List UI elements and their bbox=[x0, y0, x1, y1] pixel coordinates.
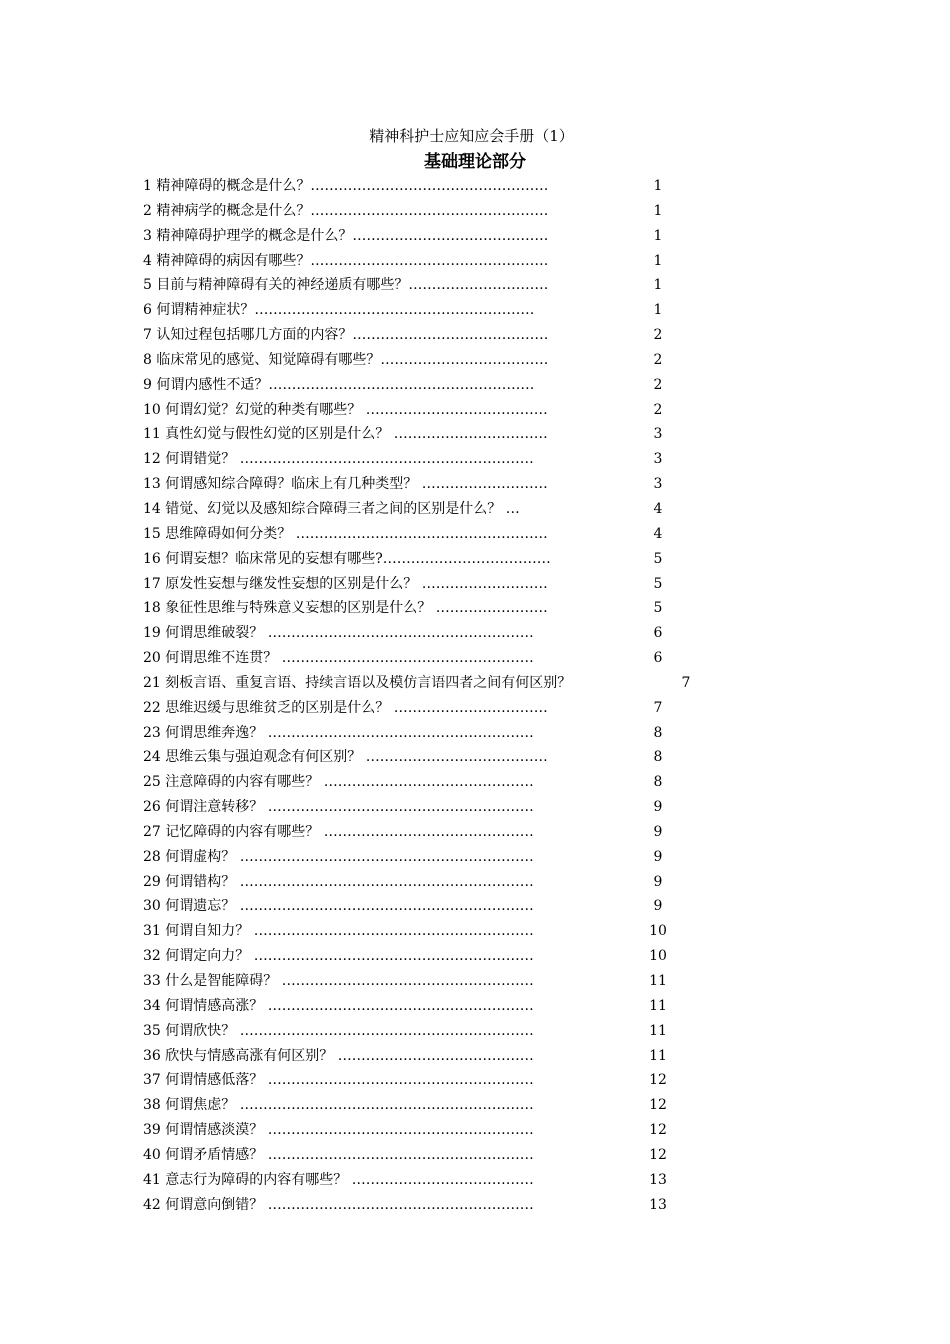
toc-entry-title: 35 何谓欣快？ ……………………………………………………… bbox=[143, 1022, 534, 1039]
toc-entry-title: 30 何谓遗忘？ ……………………………………………………… bbox=[143, 898, 534, 915]
toc-entry-title: 28 何谓虚构？ ……………………………………………………… bbox=[143, 848, 534, 865]
toc-entry-page-number: 11 bbox=[649, 973, 667, 989]
toc-entry-title: 41 意志行为障碍的内容有哪些？ ………………………………… bbox=[143, 1171, 534, 1188]
toc-entry-title: 21 刻板言语、重复言语、持续言语以及模仿言语四者之间有何区别？ bbox=[143, 674, 572, 691]
toc-entry bbox=[143, 298, 783, 323]
toc-entry-title: 10 何谓幻觉？幻觉的种类有哪些？ ………………………………… bbox=[143, 401, 548, 418]
toc-entry-title: 32 何谓定向力？ …………………………………………………… bbox=[143, 948, 534, 965]
toc-entry-page-number: 1 bbox=[653, 227, 663, 244]
toc-entry bbox=[143, 721, 783, 746]
toc-entry-title: 38 何谓焦虑？ ……………………………………………………… bbox=[143, 1097, 534, 1114]
toc-entry-page-number: 1 bbox=[653, 252, 663, 269]
toc-entry-title: 27 记忆障碍的内容有哪些？ ……………………………………… bbox=[143, 823, 534, 840]
toc-entry bbox=[143, 969, 783, 994]
toc-entry-page-number: 2 bbox=[653, 401, 663, 418]
toc-entry-page-number: 8 bbox=[653, 749, 663, 766]
toc-entry bbox=[143, 348, 783, 373]
toc-entry-page-number: 5 bbox=[653, 600, 663, 617]
toc-entry bbox=[143, 696, 783, 721]
toc-entry bbox=[143, 845, 783, 870]
toc-entry-page-number: 2 bbox=[653, 351, 663, 368]
toc-entry-page-number: 9 bbox=[653, 823, 663, 840]
toc-entry bbox=[143, 373, 783, 398]
toc-entry bbox=[143, 497, 783, 522]
toc-entry-title: 42 何谓意向倒错？ ………………………………………………… bbox=[143, 1196, 534, 1213]
toc-entry-page-number: 4 bbox=[653, 500, 663, 517]
toc-entry-title: 40 何谓矛盾情感？ ………………………………………………… bbox=[143, 1146, 534, 1163]
toc-entry-title: 2 精神病学的概念是什么？…………………………………………… bbox=[143, 202, 549, 219]
toc-entry bbox=[143, 1093, 783, 1118]
toc-entry bbox=[143, 1168, 783, 1193]
toc-entry-page-number: 1 bbox=[653, 277, 663, 294]
toc-entry bbox=[143, 621, 783, 646]
toc-entry-page-number: 2 bbox=[653, 327, 663, 344]
toc-entry-title: 6 何谓精神症状？…………………………………………………… bbox=[143, 302, 535, 319]
toc-entry bbox=[143, 1118, 783, 1143]
toc-entry bbox=[143, 596, 783, 621]
toc-entry bbox=[143, 174, 783, 199]
toc-entry-title: 33 什么是智能障碍？ ……………………………………………… bbox=[143, 973, 534, 989]
toc-entry bbox=[143, 820, 783, 845]
toc-entry-title: 9 何谓内感性不适？………………………………………………… bbox=[143, 376, 535, 393]
toc-entry bbox=[143, 422, 783, 447]
toc-entry-title: 22 思维迟缓与思维贫乏的区别是什么？ …………………………… bbox=[143, 699, 548, 716]
toc-entry-page-number: 9 bbox=[653, 799, 663, 816]
toc-entry-title: 24 思维云集与强迫观念有何区别？ ………………………………… bbox=[143, 749, 548, 766]
toc-entry-title: 4 精神障碍的病因有哪些？…………………………………………… bbox=[143, 252, 549, 269]
toc-entry-page-number: 11 bbox=[649, 997, 667, 1014]
toc-entry-page-number: 6 bbox=[653, 625, 663, 642]
toc-entry-title: 23 何谓思维奔逸？ ………………………………………………… bbox=[143, 724, 534, 741]
toc-entry bbox=[143, 745, 783, 770]
toc-entry-title: 14 错觉、幻觉以及感知综合障碍三者之间的区别是什么？ … bbox=[143, 500, 520, 517]
toc-entry bbox=[143, 919, 783, 944]
toc-entry-page-number: 7 bbox=[653, 699, 663, 716]
toc-entry-title: 29 何谓错构？ ……………………………………………………… bbox=[143, 873, 534, 890]
toc-entry-page-number: 9 bbox=[653, 898, 663, 915]
toc-entry bbox=[143, 1143, 783, 1168]
toc-entry-page-number: 9 bbox=[653, 873, 663, 890]
toc-entry-title: 25 注意障碍的内容有哪些？ ……………………………………… bbox=[143, 774, 534, 791]
toc-entry bbox=[143, 273, 783, 298]
toc-entry-title: 34 何谓情感高涨？ ………………………………………………… bbox=[143, 997, 534, 1014]
toc-entry bbox=[143, 770, 783, 795]
toc-entry-page-number: 7 bbox=[681, 674, 691, 691]
toc-entry bbox=[143, 1044, 783, 1069]
toc-entry-page-number: 3 bbox=[653, 451, 663, 468]
toc-entry bbox=[143, 646, 783, 671]
toc-entry bbox=[143, 1193, 783, 1218]
toc-entry-title: 16 何谓妄想？临床常见的妄想有哪些?……………………………… bbox=[143, 550, 551, 567]
toc-entry bbox=[143, 894, 783, 919]
toc-entry-page-number: 9 bbox=[653, 848, 663, 865]
toc-entry bbox=[143, 870, 783, 895]
toc-entry bbox=[143, 249, 783, 274]
toc-entry-page-number: 1 bbox=[653, 178, 663, 194]
toc-entry-title: 15 思维障碍如何分类？ ……………………………………………… bbox=[143, 525, 548, 542]
toc-entry-title: 12 何谓错觉？ ……………………………………………………… bbox=[143, 451, 534, 468]
toc-entry bbox=[143, 224, 783, 249]
toc-entry bbox=[143, 1068, 783, 1093]
toc-entry-page-number: 2 bbox=[653, 376, 663, 393]
toc-entry-title: 5 目前与精神障碍有关的神经递质有哪些？………………………… bbox=[143, 277, 549, 294]
document-title: 精神科护士应知应会手册（1） bbox=[369, 127, 574, 145]
toc-entry-page-number: 8 bbox=[653, 774, 663, 791]
table-of-contents bbox=[143, 174, 783, 1217]
toc-entry bbox=[143, 522, 783, 547]
toc-entry-page-number: 5 bbox=[653, 550, 663, 567]
toc-entry-page-number: 10 bbox=[649, 948, 667, 965]
toc-entry-title: 3 精神障碍护理学的概念是什么？…………………………………… bbox=[143, 227, 549, 244]
toc-entry bbox=[143, 472, 783, 497]
toc-entry-page-number: 6 bbox=[653, 650, 663, 667]
toc-entry bbox=[143, 994, 783, 1019]
toc-entry-page-number: 1 bbox=[653, 302, 663, 319]
toc-entry bbox=[143, 323, 783, 348]
toc-entry-title: 39 何谓情感淡漠？ ………………………………………………… bbox=[143, 1122, 534, 1139]
toc-entry-title: 20 何谓思维不连贯？ ……………………………………………… bbox=[143, 650, 534, 667]
toc-entry bbox=[143, 447, 783, 472]
toc-entry bbox=[143, 398, 783, 423]
toc-entry bbox=[143, 547, 783, 572]
toc-entry-page-number: 12 bbox=[649, 1146, 667, 1163]
toc-entry bbox=[143, 944, 783, 969]
toc-entry-page-number: 12 bbox=[649, 1097, 667, 1114]
toc-entry-page-number: 3 bbox=[653, 476, 663, 493]
toc-entry bbox=[143, 671, 783, 696]
toc-entry-title: 13 何谓感知综合障碍？临床上有几种类型？ ……………………… bbox=[143, 476, 548, 493]
toc-entry-page-number: 1 bbox=[653, 202, 663, 219]
toc-entry-title: 31 何谓自知力？ …………………………………………………… bbox=[143, 923, 534, 940]
toc-entry-page-number: 13 bbox=[649, 1171, 667, 1188]
toc-entry-page-number: 13 bbox=[649, 1196, 667, 1213]
toc-entry-title: 11 真性幻觉与假性幻觉的区别是什么？ …………………………… bbox=[143, 426, 548, 443]
toc-entry-page-number: 4 bbox=[653, 525, 663, 542]
toc-entry-title: 1 精神障碍的概念是什么？…………………………………………… bbox=[143, 178, 549, 194]
toc-entry-title: 19 何谓思维破裂？ ………………………………………………… bbox=[143, 625, 534, 642]
toc-entry-page-number: 12 bbox=[649, 1122, 667, 1139]
toc-entry-title: 17 原发性妄想与继发性妄想的区别是什么？ ……………………… bbox=[143, 575, 548, 592]
toc-entry-page-number: 5 bbox=[653, 575, 663, 592]
toc-entry bbox=[143, 199, 783, 224]
toc-entry bbox=[143, 795, 783, 820]
toc-entry-title: 26 何谓注意转移？ ………………………………………………… bbox=[143, 799, 534, 816]
toc-entry-page-number: 3 bbox=[653, 426, 663, 443]
toc-entry-page-number: 11 bbox=[649, 1022, 667, 1039]
toc-entry-title: 36 欣快与情感高涨有何区别？ …………………………………… bbox=[143, 1047, 534, 1064]
toc-entry-page-number: 8 bbox=[653, 724, 663, 741]
toc-entry-page-number: 11 bbox=[649, 1047, 667, 1064]
toc-entry-title: 8 临床常见的感觉、知觉障碍有哪些？……………………………… bbox=[143, 351, 549, 368]
toc-entry-page-number: 10 bbox=[649, 923, 667, 940]
toc-entry-title: 37 何谓情感低落？ ………………………………………………… bbox=[143, 1072, 534, 1089]
toc-entry bbox=[143, 572, 783, 597]
toc-entry-page-number: 12 bbox=[649, 1072, 667, 1089]
toc-entry-title: 7 认知过程包括哪几方面的内容？…………………………………… bbox=[143, 327, 549, 344]
section-heading: 基础理论部分 bbox=[424, 152, 526, 172]
toc-entry-title: 18 象征性思维与特殊意义妄想的区别是什么？ …………………… bbox=[143, 600, 548, 617]
toc-entry bbox=[143, 1019, 783, 1044]
